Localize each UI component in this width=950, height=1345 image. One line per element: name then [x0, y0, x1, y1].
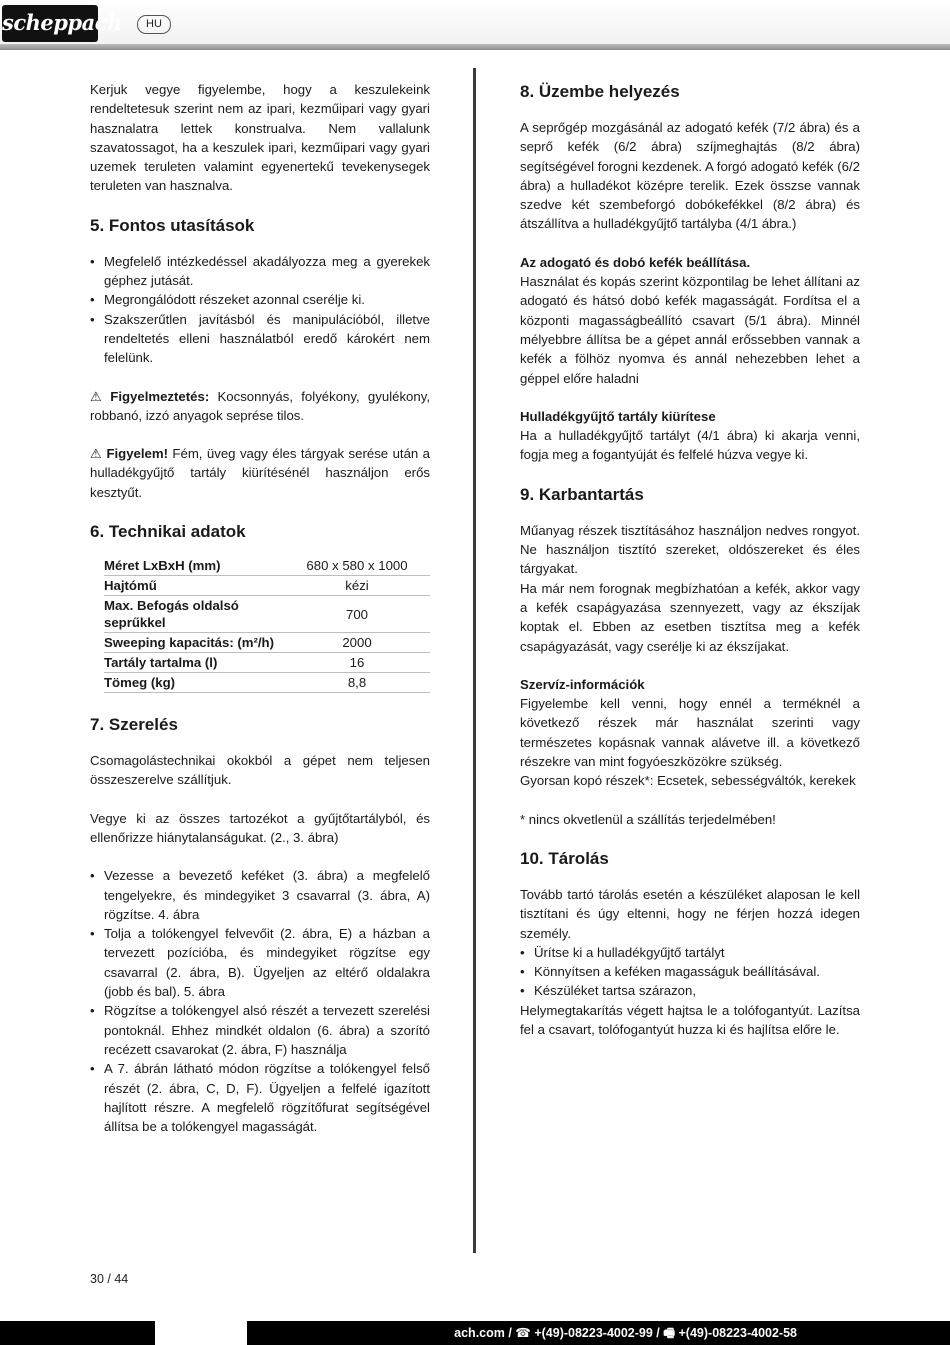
section-10-paragraph-2: Helymegtakarítás végett hajtsa le a tolófogantyút. Lazítsa fel a csavart, tolófogantyút huzza ki és hajlítsa előre le.	[520, 1002, 860, 1037]
section-6-title: 6. Technikai adatok	[90, 522, 246, 542]
column-divider	[473, 68, 476, 1253]
section-10-title: 10. Tárolás	[520, 848, 609, 868]
spec-value: 680 x 580 x 1000	[284, 556, 430, 576]
section-7-paragraph-1: Csomagolástechnikai okokból a gépet nem teljesen összeszerelve szállítjuk.	[90, 753, 430, 788]
section-9-title: 9. Karbantartás	[520, 484, 644, 504]
table-row	[104, 556, 430, 576]
spec-value: 8,8	[284, 673, 430, 693]
warning-triangle-icon: ⚠	[90, 388, 107, 404]
section-8-subheading-2: Hulladékgyűjtő tartály kiürítese	[520, 408, 716, 424]
warning-label: Figyelmeztetés:	[110, 388, 210, 404]
list-item: • Szakszerűtlen javításból és manipulációból, illetve rendeltetés elleni használatból eredő károkért nem felelünk.	[90, 310, 430, 368]
section-5-title: 5. Fontos utasítások	[90, 215, 255, 235]
spec-value: 16	[284, 653, 430, 673]
left-column	[90, 80, 430, 1136]
page-number: 30 / 44	[90, 1272, 129, 1286]
section-9-paragraph-2: Ha már nem forognak megbízhatóan a kefék, akkor vagy a kefék csapágyazása szennyezett, vagy az ékszíjak koptak el. Ebben az esetben tisztítsa meg a kefék csapágyazását, vagy cserélje ki az ékszíjakat.	[520, 580, 860, 654]
list-item: • Ürítse ki a hulladékgyűjtő tartályt	[520, 943, 860, 962]
spec-value: 2000	[284, 633, 430, 653]
section-8-paragraph-3: Ha a hulladékgyűjtő tartályt (4/1 ábra) ki akarja venni, fogja meg a fogantyúját és felfelé húzva vegye ki.	[520, 428, 860, 463]
right-column	[520, 80, 860, 1039]
list-item: • Megrongálódott részeket azonnal cserélje ki.	[90, 290, 430, 309]
list-item: • A 7. ábrán látható módon rögzítse a tolókengyel felső részét (2. ábra, C, D, F). Ügyeljen a felfelé igazított hajlított részre. A megfelelő rögzítőfurat segítségével állítsa be a tolókengyel magasságát.	[90, 1059, 430, 1136]
spec-key: Méret LxBxH (mm)	[104, 556, 284, 576]
table-row	[104, 576, 430, 596]
list-item: • Könnyítsen a keféken magasságuk beállításával.	[520, 962, 860, 981]
spec-key: Hajtómű	[104, 576, 284, 596]
section-8-paragraph-1: A seprőgép mozgásánál az adogató kefék (7/2 ábra) és a seprő kefék (6/2 ábra) szíjmeghajtás (8/2 ábra) segítségével forogni kezdenek. A forgó adogató kefék (6/2 ábra) a hulladékot középre terelik. Ezek összse vannak szedve két szembeforgó dobókefékkel (8/2 ábra) és átszállítva a hulladékgyűjtő tartályba (4/1 ábra.)	[520, 120, 860, 232]
list-item: • Vezesse a bevezető keféket (3. ábra) a megfelelő tengelyekre, és mindegyiket 3 csavarral (3. ábra, A) rögzítse. 4. ábra	[90, 866, 430, 924]
section-7-title: 7. Szerelés	[90, 715, 178, 735]
section-9-paragraph-1: Műanyag részek tisztításához használjon nedves rongyot. Ne használjon tisztító szereket, oldószereket és éles tárgyakat.	[520, 522, 860, 577]
section-10-paragraph-1: Tovább tartó tárolás esetén a készüléket alaposan le kell tisztítani és úgy eltenni, hogy ne férjen hozzá idegen személy.	[520, 886, 860, 941]
section-7-list	[90, 866, 430, 1136]
warning-label: Figyelem!	[106, 446, 168, 462]
spec-key: Sweeping kapacitás: (m²/h)	[104, 633, 284, 653]
intro-paragraph: Kerjuk vegye figyelembe, hogy a keszulekeink rendeltetesuk szerint nem az ipari, kezműipari vagy gyari hasznalatra lettek konstrualva. Nem vallalunk szavatossagot, ha a keszulek ipari, kezműipari vagy gyari uzemek teruleten valamint egyenertekű tevekenysegek teruleten van hasznalva.	[90, 82, 430, 194]
footer-contact: ach.com / ☎ +(49)-08223-4002-99 / 🖷 +(49)-08223-4002-58	[454, 1326, 797, 1340]
spec-key: Tömeg (kg)	[104, 673, 284, 693]
section-8-subheading-1: Az adogató és dobó kefék beállítása.	[520, 254, 751, 270]
warning-triangle-icon: ⚠	[90, 446, 103, 462]
header-rule	[0, 44, 950, 50]
warning-paragraph-2	[90, 444, 430, 502]
section-9-footnote: * nincs okvetlenül a szállítás terjedelmében!	[520, 811, 776, 827]
table-row	[104, 633, 430, 653]
warning-text: Kocsonnyás, folyékony, gyulékony, robbanó, izzó anyagok seprése tilos.	[90, 388, 430, 423]
spec-key: Tartály tartalma (l)	[104, 653, 284, 673]
section-5-list	[90, 252, 430, 368]
scheppach-logo: scheppach	[2, 5, 98, 42]
table-row	[104, 596, 430, 633]
spec-value: 700	[284, 596, 430, 633]
list-item: • Rögzítse a tolókengyel alsó részét a tervezett szerelési pontoknál. Ehhez mindkét oldalon (6. ábra) a szorító recézett csavarokat (2. ábra, F) használja	[90, 1001, 430, 1059]
language-badge: HU	[137, 15, 171, 34]
section-8-title: 8. Üzembe helyezés	[520, 82, 680, 101]
specs-table	[104, 556, 430, 693]
section-7-paragraph-2: Vegye ki az összes tartozékot a gyűjtőtartályból, és ellenőrizze hiánytalanságukat. (2., 3. ábra)	[90, 810, 430, 845]
section-9-subheading: Szervíz-információk	[520, 676, 645, 692]
section-8-paragraph-2: Használat és kopás szerint központilag be lehet állítani az adogató és hátsó dobó kefék magasságát. Fordítsa el a központi magasságbeállító csavart (5/1 ábra). Minnél mélyebbre állítsa be a gépet annál erőssebben vannak a kefék a fölhöz nyomva és annál nehezebben lehet a géppel előre haladni	[520, 274, 860, 386]
spec-key: Max. Befogás oldalsó seprűkkel	[104, 596, 284, 633]
table-row	[104, 653, 430, 673]
warning-text: Fém, üveg vagy éles tárgyak serése után a hulladékgyűjtő tartály kiürítésénél használjon erős kesztyűt.	[90, 446, 431, 500]
warning-paragraph-1	[90, 387, 430, 426]
footer-gap	[155, 1321, 247, 1345]
spec-value: kézi	[284, 576, 430, 596]
section-10-list	[520, 943, 860, 1001]
list-item: • Készüléket tartsa szárazon,	[520, 981, 860, 1000]
table-row	[104, 673, 430, 693]
footer-bar	[0, 1321, 950, 1345]
section-9-paragraph-4: Gyorsan kopó részek*: Ecsetek, sebességváltók, kerekek	[520, 773, 856, 789]
section-9-paragraph-3: Figyelembe kell venni, hogy ennél a terméknél a következő részek már használat szerinti vagy természetes kopásnak vannak alávetve ill. a következő részekre van mint fogyóeszközökre szükség.	[520, 696, 860, 770]
list-item: • Megfelelő intézkedéssel akadályozza meg a gyerekek géphez jutását.	[90, 252, 430, 291]
list-item: • Tolja a tolókengyel felvevőit (2. ábra, E) a házban a tervezett pozícióba, és mindegyiket rögzítse egy csavarral (2. ábra, B). Ügyeljen az eltérő oldalakra (jobb és bal). 5. ábra	[90, 924, 430, 1001]
